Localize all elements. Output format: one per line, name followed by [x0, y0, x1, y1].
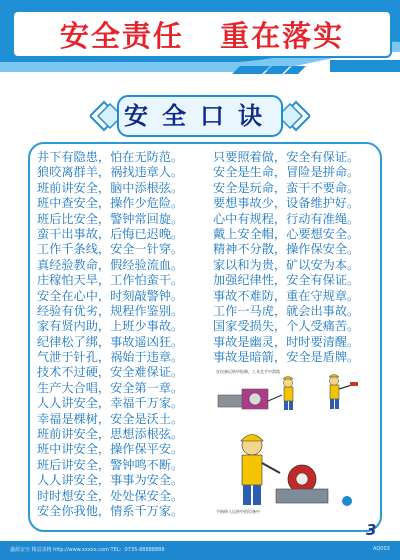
verse-line: 井下有隐患，怕在无防范。: [37, 150, 184, 164]
verse-line: 班前讲安全，脑中添根弦。: [37, 180, 184, 195]
illustration-caption: 手指伸入运转中的设备中: [216, 509, 260, 514]
subtitle: 安全口诀: [124, 102, 276, 130]
verse-line: 人人讲安全，事事为安全。: [37, 473, 184, 488]
right-column: [213, 150, 359, 365]
illustration-caption: 在设备运转中检修，工具在手中滑落: [216, 369, 280, 374]
left-column: [37, 150, 183, 519]
title-box: [12, 10, 392, 58]
verse-line: 心中有规程，行动有准绳。: [213, 211, 360, 226]
verse-line: 安全是玩命，蛮干不要命。: [213, 180, 360, 195]
footer-code: AQ003: [373, 546, 390, 552]
verse-line: 庄稼怕天旱，工作怕蛮干。: [37, 273, 184, 288]
verse-line: 加强纪律性，安全有保证。: [213, 273, 360, 288]
verse-line: 狼咬离群羊，祸找违章人。: [37, 165, 184, 180]
verse-line: 工作千条线，安全一针穿。: [37, 242, 184, 257]
verse-line: 班中讲安全，操作保平安。: [37, 442, 184, 457]
verse-line: 人人讲安全，幸福千万家。: [37, 396, 184, 411]
verse-line: 时时想安全，处处保安全。: [37, 488, 184, 503]
verse-line: 事故不难防，重在守规章。: [213, 288, 360, 303]
verse-line: 安全在心中，时刻敲警钟。: [37, 288, 184, 303]
verse-line: 班中查安全，操作少危险。: [37, 196, 184, 211]
verse-line: 班后讲安全，警钟鸣不断。: [37, 457, 184, 472]
verse-line: 生产大合唱，安全第一章。: [37, 380, 184, 395]
verse-line: 工作一马虎，就会出事故。: [213, 303, 360, 318]
verse-line: 事故是幽灵，时时要清醒。: [213, 334, 360, 349]
verse-line: 真经验教命，假经验流血。: [37, 257, 184, 272]
verse-line: 精神不分散，操作保安全。: [213, 242, 360, 257]
verse-line: 技术不过硬，安全难保证。: [37, 365, 184, 380]
verse-line: 家以和为贵，矿以安为本。: [213, 257, 360, 272]
verse-line: 蛮干出事故，后悔已迟晚。: [37, 226, 184, 241]
verse-line: 纪律松了绑，事故遥凶狂。: [37, 334, 184, 349]
verse-line: 安全你我他，情系千万家。: [37, 503, 184, 518]
illustration-hand-in-machine: [212, 423, 372, 519]
verse-line: 幸福是棵树，安全是沃土。: [37, 411, 184, 426]
verse-line: 经验有优劣，规程作鉴别。: [37, 303, 184, 318]
verse-line: 气泄于针孔，祸始于违章。: [37, 350, 184, 365]
verse-line: 班前讲安全，思想添根弦。: [37, 427, 184, 442]
footer-contact: 鑫源安全 精益求精 http://www.xxxxx.com TEL：0735-88888888: [10, 547, 165, 553]
verse-line: 事故是暗箭，安全是盾牌。: [213, 350, 360, 365]
verse-line: 戴上安全帽，心要想安全。: [213, 226, 360, 241]
illustration-tool-drop: [212, 365, 372, 417]
header-band: [0, 0, 400, 78]
verse-line: 家有贤内助，上班少事故。: [37, 319, 184, 334]
verse-line: 只要照着做，安全有保证。: [213, 150, 360, 164]
verse-line: 国家受损失，个人受痛苦。: [213, 319, 360, 334]
verse-line: 安全是生命，冒险是拼命。: [213, 165, 360, 180]
page-number: 3: [366, 521, 377, 539]
verse-line: 要想事故少，设备维护好。: [213, 196, 360, 211]
page-title: 安全责任 重在落实: [59, 18, 345, 53]
verse-line: 班后比安全，警钟常回旋。: [37, 211, 184, 226]
